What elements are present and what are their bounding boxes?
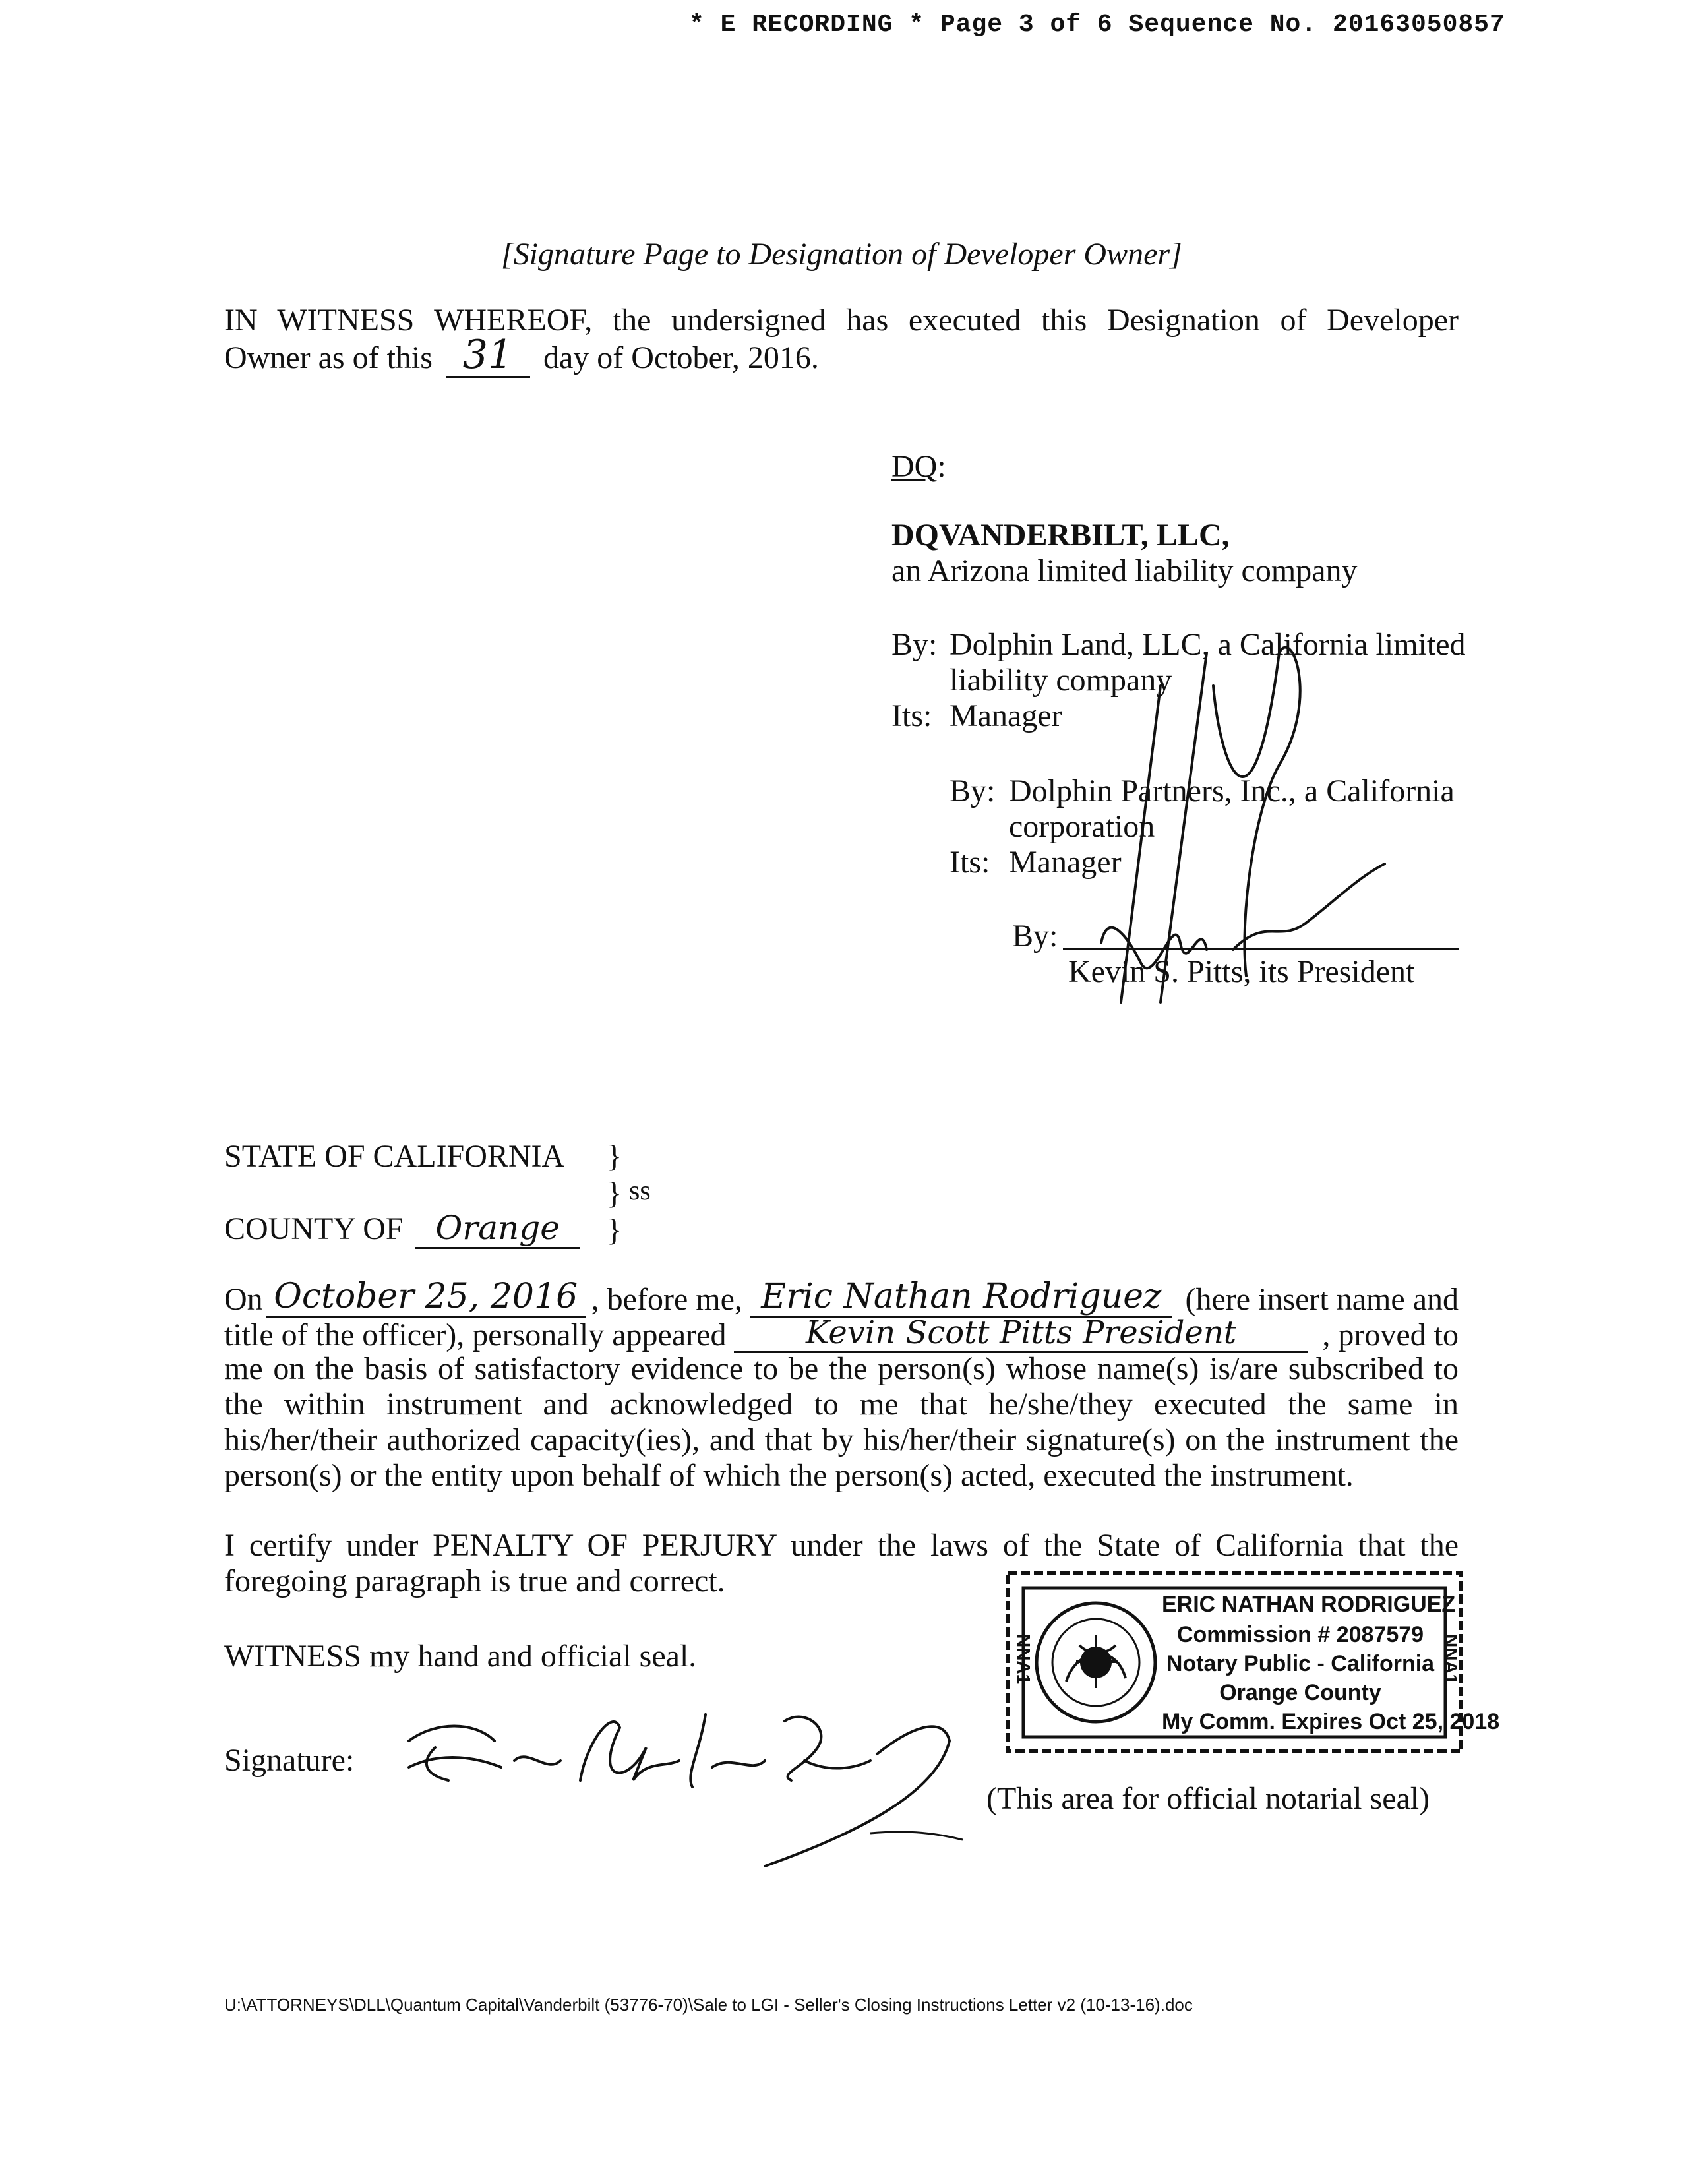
by2-line-2: corporation: [1009, 809, 1155, 844]
by2-label: By:: [950, 774, 996, 808]
ack-line-3: me on the basis of satisfactory evidence to be the person(s) whose name(s) is/are subscribed to: [224, 1351, 1459, 1386]
brace-3: }: [607, 1213, 622, 1248]
brace-2: }: [607, 1176, 622, 1211]
ack-line-1: [224, 1279, 1459, 1318]
by2-line-1: Dolphin Partners, Inc., a California: [1009, 774, 1455, 808]
notary-seal: [1004, 1569, 1500, 1755]
seal-expires: My Comm. Expires Oct 25, 2018: [1162, 1709, 1500, 1734]
ack-line-5: his/her/their authorized capacity(ies), and that by his/her/their signature(s) on the instrument the: [224, 1422, 1459, 1457]
its1-value: Manager: [950, 698, 1062, 733]
appeared-field: [734, 1315, 1308, 1353]
by1-label: By:: [891, 627, 938, 662]
officer-handwritten: Eric Nathan Rodriguez: [761, 1277, 1162, 1316]
seal-name: ERIC NATHAN RODRIGUEZ: [1162, 1592, 1456, 1617]
ss-label: ss: [629, 1176, 651, 1206]
by1-line-2: liability company: [950, 663, 1172, 698]
day-field: [446, 332, 530, 378]
party-label-colon: :: [937, 449, 946, 484]
witness-prefix: Owner as of this: [224, 340, 433, 375]
seal-side-left: NNA1: [1013, 1633, 1035, 1685]
party-label-text: DQ: [891, 449, 938, 484]
title-of-officer: title of the officer), personally appeared: [224, 1318, 727, 1352]
date-handwritten: October 25, 2016: [274, 1277, 578, 1316]
witness-line-2: [224, 332, 819, 378]
witness-line-1: IN WITNESS WHEREOF, the undersigned has executed this Designation of Developer: [224, 303, 1459, 338]
seal-side-right: NNA1: [1441, 1633, 1462, 1685]
witness-seal-text: WITNESS my hand and official seal.: [224, 1639, 697, 1674]
witness-suffix: day of October, 2016.: [543, 340, 819, 375]
ack-line-4: the within instrument and acknowledged to me that he/she/they executed the same in: [224, 1387, 1459, 1422]
date-field: [266, 1279, 586, 1318]
seal-commission: Commission # 2087579: [1176, 1622, 1424, 1647]
recording-header: * E RECORDING * Page 3 of 6 Sequence No. 20163050857: [689, 11, 1505, 39]
county-handwritten: Orange: [435, 1209, 560, 1247]
proved-to: , proved to: [1322, 1318, 1459, 1352]
ack-line-2: [224, 1315, 1459, 1353]
certify-line-1: I certify under PENALTY OF PERJURY under the laws of the State of California that the: [224, 1528, 1459, 1563]
seal-county: Orange County: [1219, 1680, 1381, 1705]
county-label: COUNTY OF: [224, 1211, 404, 1246]
its2-label: Its:: [950, 845, 990, 880]
certify-line-2: foregoing paragraph is true and correct.: [224, 1563, 725, 1598]
before-me: , before me,: [591, 1282, 742, 1317]
notary-signature: [396, 1701, 963, 1873]
appeared-handwritten: Kevin Scott Pitts President: [805, 1314, 1237, 1351]
seal-title: Notary Public - California: [1166, 1651, 1435, 1676]
on-label: On: [224, 1282, 263, 1317]
signer-name: Kevin S. Pitts, its President: [1068, 954, 1415, 989]
seal-area-label: (This area for official notarial seal): [986, 1781, 1430, 1816]
footer-file-path: U:\ATTORNEYS\DLL\Quantum Capital\Vanderbilt (53776-70)\Sale to LGI - Seller's Closing Instructions Letter v2 (10-13-16).doc: [224, 1995, 1193, 2015]
signature-label: Signature:: [224, 1743, 355, 1778]
its2-value: Manager: [1009, 845, 1122, 880]
its1-label: Its:: [891, 698, 932, 733]
page-title: [Signature Page to Designation of Developer Owner]: [501, 237, 1182, 272]
county-field: [415, 1211, 580, 1249]
insert-name: (here insert name and: [1185, 1282, 1459, 1317]
state-label: STATE OF CALIFORNIA: [224, 1139, 565, 1174]
by1-line-1: Dolphin Land, LLC, a California limited: [950, 627, 1466, 662]
pitts-signature: [1081, 633, 1398, 1002]
officer-field: [750, 1279, 1172, 1318]
by3-label: By:: [1012, 919, 1058, 954]
entity-description: an Arizona limited liability company: [891, 553, 1358, 588]
ack-line-6: person(s) or the entity upon behalf of which the person(s) acted, executed the instrument.: [224, 1458, 1354, 1493]
brace-1: }: [607, 1139, 622, 1174]
entity-name: DQVANDERBILT, LLC,: [891, 518, 1230, 553]
county-line: [224, 1211, 580, 1249]
day-handwritten: 31: [462, 332, 514, 378]
party-label: [891, 448, 946, 485]
